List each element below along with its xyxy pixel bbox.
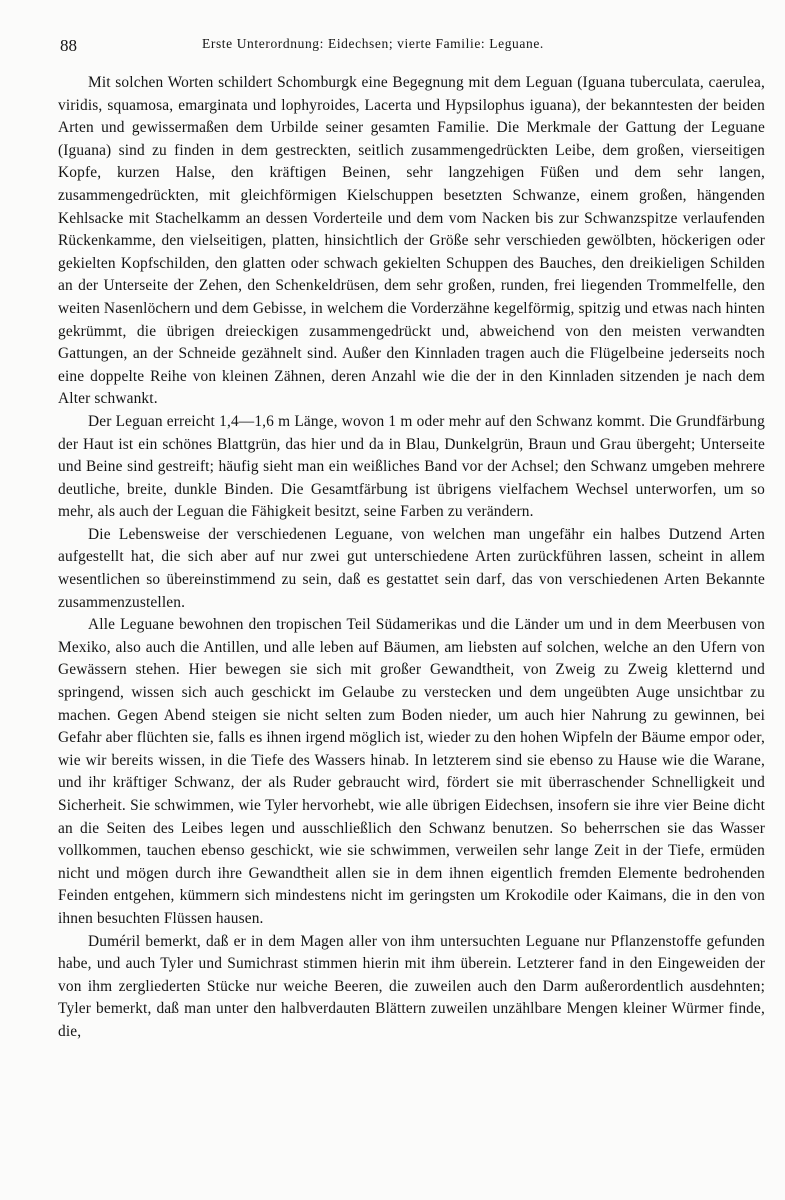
paragraph-description: Mit solchen Worten schildert Schomburgk eine Begegnung mit dem Leguan (Iguana tuberculata, caerulea, viridis, squamosa, emarginata und lophyroides, Lacerta und Hypsilophus iguana), der bekanntesten der beiden Arten und gewissermaßen dem Urbilde seiner gesamten Familie. Die Merkmale der Gattung der Leguane (Iguana) sind zu finden in dem gestreckten, seitlich zusammengedrückten Leibe, dem großen, vierseitigen Kopfe, kurzen Halse, den kräftigen Beinen, sehr langzehigen Füßen und dem sehr langen, zusammengedrückten, mit gleichförmigen Kielschuppen besetzten Schwanze, einem großen, hängenden Kehlsacke mit Stachelkamm an dessen Vorderteile und dem vom Nacken bis zur Schwanzspitze verlaufenden Rückenkamme, den vielseitigen, platten, hinsichtlich der Größe sehr verschieden gewölbten, höckerigen oder gekielten Kopfschilden, den glatten oder schwach gekielten Schuppen des Bauches, den dreikieligen Schilden an der Unterseite der Zehen, den Schenkeldrüsen, dem sehr großen, runden, frei liegenden Trommelfelle, den weiten Nasenlöchern und dem Gebisse, in welchem die Vorderzähne kegelförmig, spitzig und etwas nach hinten gekrümmt, die übrigen dreieckigen zusammengedrückt und, abweichend von den meisten verwandten Gattungen, an der Schneide gezähnelt sind. Außer den Kinnladen tragen auch die Flügelbeine jederseits noch eine doppelte Reihe von kleinen Zähnen, deren Anzahl wie die der in den Kinnladen sitzenden je nach dem Alter schwankt. (58, 74, 765, 408)
page-number: 88 (60, 36, 77, 55)
running-head: Erste Unterordnung: Eidechsen; vierte Familie: Leguane. (202, 36, 544, 51)
paragraph-diet: Duméril bemerkt, daß er in dem Magen aller von ihm untersuchten Leguane nur Pflanzenstoffe gefunden habe, und auch Tyler und Sumichrast stimmen hierin mit ihm überein. Letzterer fand in den Eingeweiden der von ihm zergliederten Stücke nur weiche Beeren, die zuweilen auch den Darm außerordentlich ausdehnten; Tyler bemerkt, daß man unter den halbverdauten Blättern zuweilen unzählbare Mengen kleiner Würmer finde, die, (58, 932, 765, 1040)
paragraph-species: Die Lebensweise der verschiedenen Leguane, von welchen man ungefähr ein halbes Dutzend Arten aufgestellt hat, die sich aber auf nur zwei gut unterschiedene Arten zurückführen lassen, scheint in allem wesentlichen so übereinstimmend zu sein, daß es gestattet sein darf, das von verschiedenen Arten Bekannte zusammenzustellen. (58, 525, 765, 611)
paragraph-habitat: Alle Leguane bewohnen den tropischen Teil Südamerikas und die Länder um und in dem Meerbusen von Mexiko, also auch die Antillen, und alle leben auf Bäumen, am liebsten auf solchen, welche an den Ufern von Gewässern stehen. Hier bewegen sie sich mit großer Gewandtheit, von Zweig zu Zweig kletternd und springend, wissen sich auch geschickt im Gelaube zu verstecken und dem ungeübten Auge unsichtbar zu machen. Gegen Abend steigen sie nicht selten zum Boden nieder, um auch hier Nahrung zu gewinnen, bei Gefahr aber flüchten sie, falls es ihnen irgend möglich ist, wieder zu den hohen Wipfeln der Bäume empor oder, wie wir bereits wissen, in die Tiefe des Wassers hinab. In letzterem sind sie ebenso zu Hause wie die Warane, und ihr kräftiger Schwanz, der als Ruder gebraucht wird, fördert sie mit überraschender Schnelligkeit und Sicherheit. Sie schwimmen, wie Tyler hervorhebt, wie alle übrigen Eidechsen, insofern sie ihre vier Beine dicht an die Seiten des Leibes legen und ausschließlich den Schwanz benutzen. So beherrschen sie das Wasser vollkommen, tauchen ebenso geschickt, wie sie schwimmen, verweilen sehr lange Zeit in der Tiefe, ermüden nicht und mögen durch ihre Gewandtheit allen sie in dem ihnen eigentlich fremden Elemente bedrohenden Feinden entgehen, kümmern sich mindestens nicht im geringsten um Krokodile oder Kaimans, die in den von ihnen besuchten Flüssen hausen. (58, 616, 765, 927)
page-header (60, 36, 737, 58)
page-body (58, 72, 765, 1044)
paragraph-size-color: Der Leguan erreicht 1,4—1,6 m Länge, wovon 1 m oder mehr auf den Schwanz kommt. Die Grundfärbung der Haut ist ein schönes Blattgrün, das hier und da in Blau, Dunkelgrün, Braun und Grau übergeht; Unterseite und Beine sind gestreift; häufig sieht man ein weißliches Band vor der Achsel; den Schwanz umgeben mehrere deutliche, breite, dunkle Binden. Die Gesamtfärbung ist übrigens vielfachem Wechsel unterworfen, um so mehr, als auch der Leguan die Fähigkeit besitzt, seine Farben zu verändern. (58, 412, 765, 521)
